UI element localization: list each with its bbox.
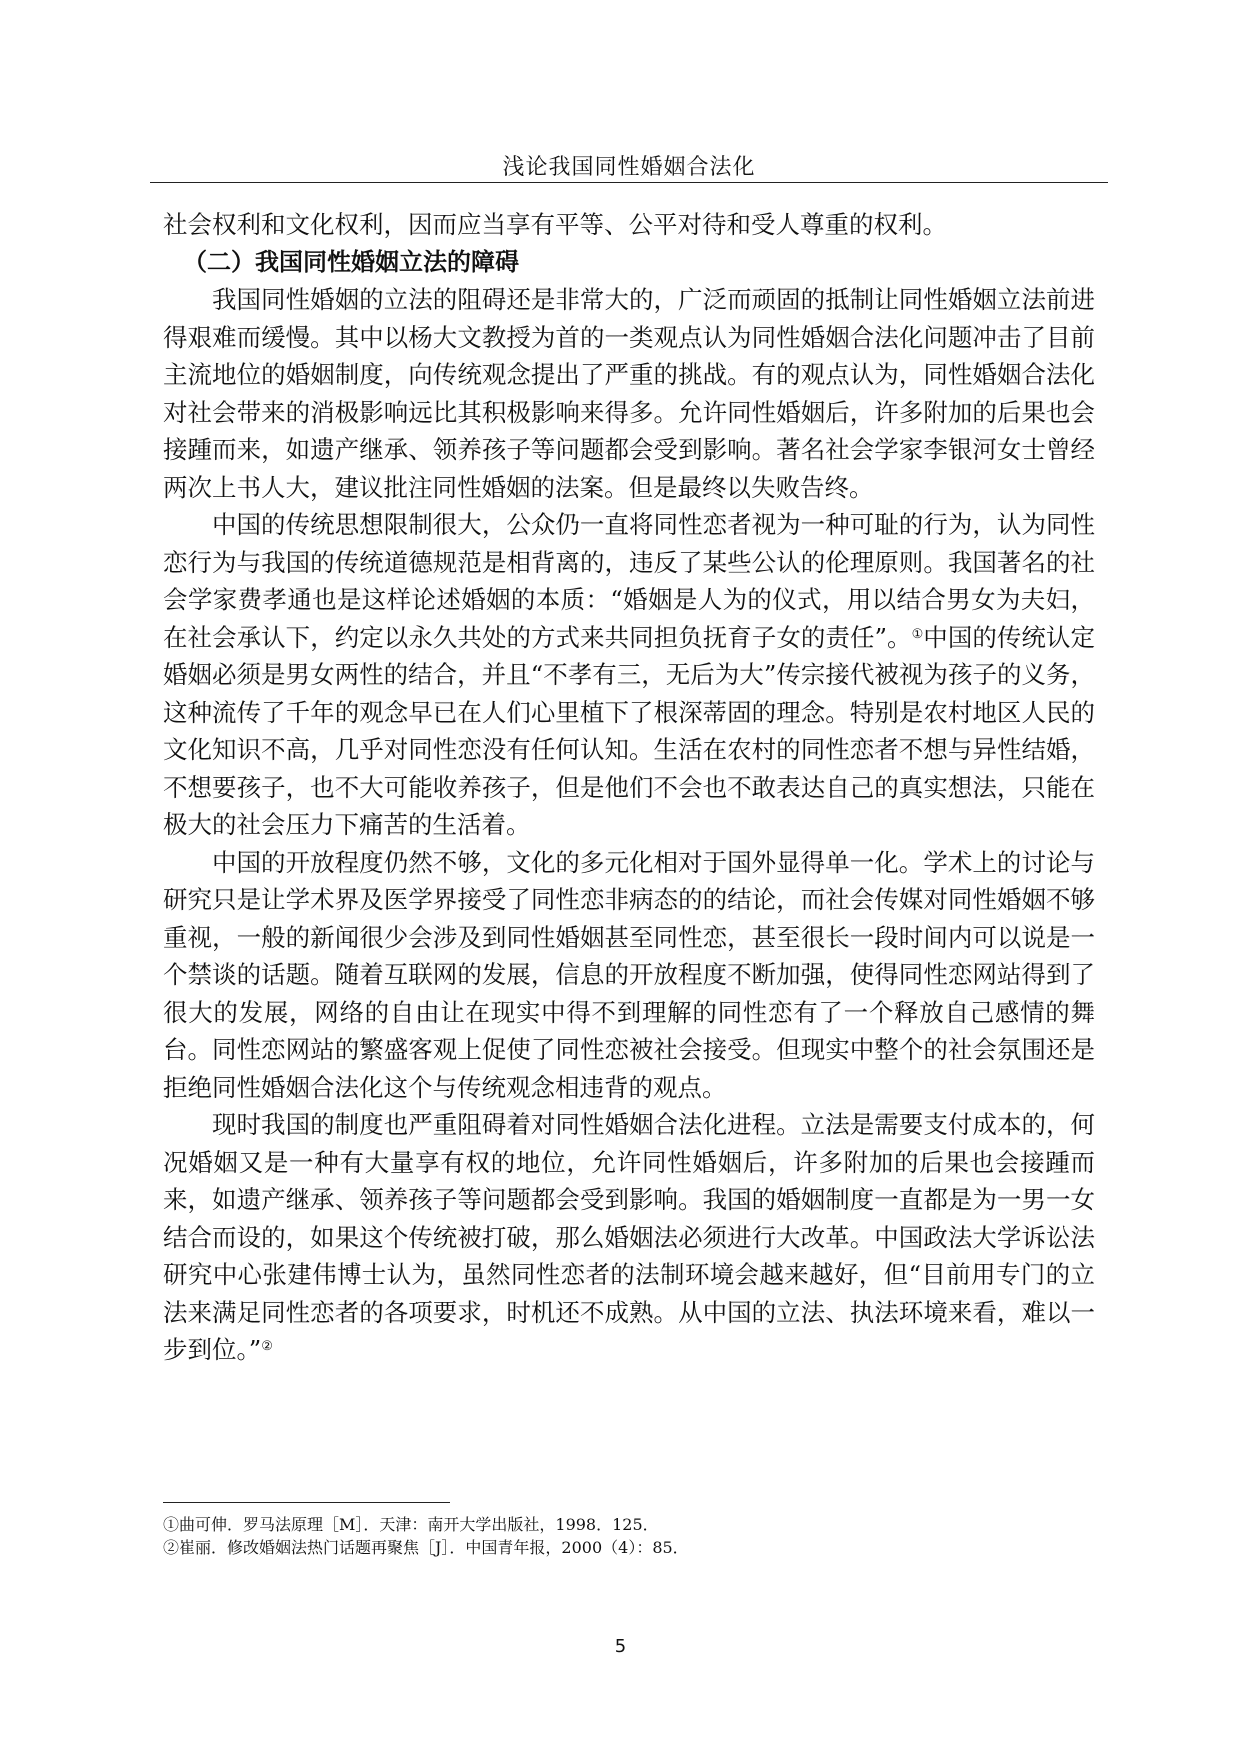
paragraph-2-continuation: 中国的传统认定婚姻必须是男女两性的结合，并且“不孝有三，无后为大”传宗接代被视为孩子的义务，这种流传了千年的观念早已在人们心里植下了根深蒂固的理念。特别是农村地区人民的文化知识不高，几乎对同性恋没有任何认知。生活在农村的同性恋者不想与异性结婚，不想要孩子，也不大可能收养孩子，但是他们不会也不敢表达自己的真实想法，只能在极大的社会压力下痛苦的生活着。 bbox=[163, 622, 1096, 839]
footnote-rule bbox=[163, 1502, 450, 1503]
paragraph-4-text: 现时我国的制度也严重阻碍着对同性婚姻合法化进程。立法是需要支付成本的，何况婚姻又是一种有大量享有权的地位，允许同性婚姻后，许多附加的后果也会接踵而来，如遗产继承、领养孩子等问题都会受到影响。我国的婚姻制度一直都是为一男一女结合而设的，如果这个传统被打破，那么婚姻法必须进行大改革。中国政法大学诉讼法研究中心张建伟博士认为，虽然同性恋者的法制环境会越来越好，但“目前用专门的立法来满足同性恋者的各项要求，时机还不成熟。从中国的立法、执法环境来看，难以一步到位。” bbox=[163, 1110, 1095, 1364]
intro-continuation-paragraph: 社会权利和文化权利，因而应当享有平等、公平对待和受人尊重的权利。 bbox=[163, 210, 947, 239]
footnote-ref-2: ② bbox=[261, 1339, 273, 1354]
footnotes bbox=[163, 1513, 1095, 1559]
footnote-ref-1: ① bbox=[911, 626, 924, 642]
footnote-2: ②崔丽．修改婚姻法热门话题再聚焦［J］．中国青年报，2000（4）：85． bbox=[163, 1538, 689, 1557]
page-number: 5 bbox=[614, 1636, 627, 1657]
paragraph-2-text: 中国的传统思想限制很大，公众仍一直将同性恋者视为一种可耻的行为，认为同性恋行为与我国的传统道德规范是相背离的，违反了某些公认的伦理原则。我国著名的社会学家费孝通也是这样论述婚姻的本质：“婚姻是人为的仪式，用以结合男女为夫妇，在社会承认下，约定以永久共处的方式来共同担负抚育子女的责任”。 bbox=[163, 510, 1095, 652]
section-heading: （二）我国同性婚姻立法的障碍 bbox=[183, 247, 519, 276]
footnote-1: ①曲可伸．罗马法原理［M］．天津：南开大学出版社，1998．125． bbox=[163, 1515, 659, 1534]
body-text bbox=[163, 206, 1095, 1369]
running-header: 浅论我国同性婚姻合法化 bbox=[502, 155, 756, 180]
paragraph-3: 中国的开放程度仍然不够，文化的多元化相对于国外显得单一化。学术上的讨论与研究只是让学术界及医学界接受了同性恋非病态的的结论，而社会传媒对同性婚姻不够重视，一般的新闻很少会涉及到同性婚姻甚至同性恋，甚至很长一段时间内可以说是一个禁谈的话题。随着互联网的发展，信息的开放程度不断加强，使得同性恋网站得到了很大的发展，网络的自由让在现实中得不到理解的同性恋有了一个释放自己感情的舞台。同性恋网站的繁盛客观上促使了同性恋被社会接受。但现实中整个的社会氛围还是拒绝同性婚姻合法化这个与传统观念相违背的观点。 bbox=[163, 847, 1095, 1102]
paragraph-1: 我国同性婚姻的立法的阻碍还是非常大的，广泛而顽固的抵制让同性婚姻立法前进得艰难而缓慢。其中以杨大文教授为首的一类观点认为同性婚姻合法化问题冲击了目前主流地位的婚姻制度，向传统观念提出了严重的挑战。有的观点认为，同性婚姻合法化对社会带来的消极影响远比其积极影响来得多。允许同性婚姻后，许多附加的后果也会接踵而来，如遗产继承、领养孩子等问题都会受到影响。著名社会学家李银河女士曾经两次上书人大，建议批注同性婚姻的法案。但是最终以失败告终。 bbox=[163, 285, 1095, 502]
paragraph-4 bbox=[163, 1106, 1095, 1369]
header-rule bbox=[150, 182, 1108, 183]
paragraph-2 bbox=[163, 506, 1095, 844]
